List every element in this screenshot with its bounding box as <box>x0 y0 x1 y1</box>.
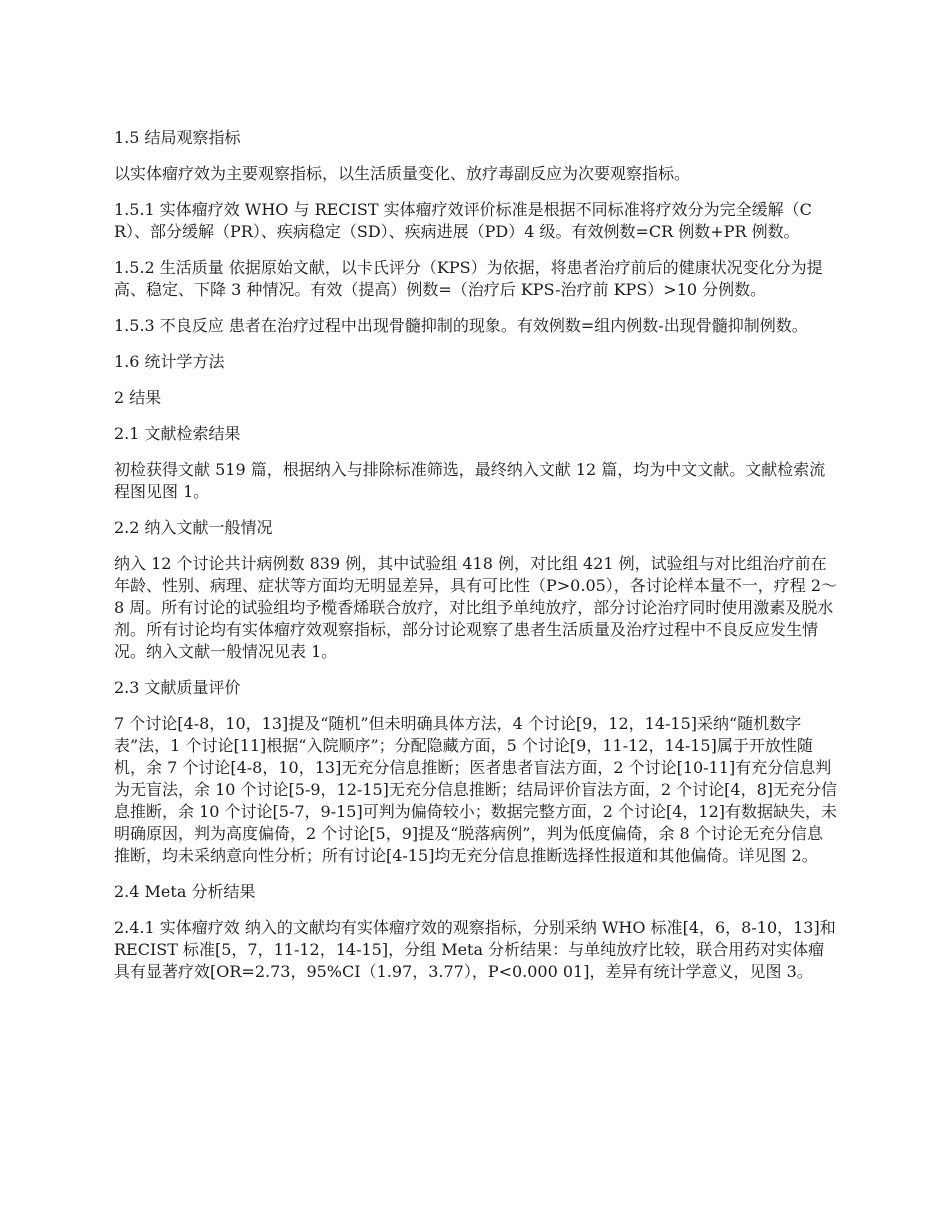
section-heading: 2 结果 <box>114 388 162 407</box>
body-paragraph: 1.5.1 实体瘤疗效 WHO 与 RECIST 实体瘤疗效评价标准是根据不同标准将疗效分为完全缓解（CR）、部分缓解（PR）、疾病稳定（SD）、疾病进展（PD）4 级。有效例数=CR 例数+PR 例数。 <box>114 200 812 241</box>
body-paragraph: 初检获得文献 519 篇，根据纳入与排除标准筛选，最终纳入文献 12 篇，均为中文文献。文献检索流程图见图 1。 <box>114 460 826 501</box>
section-heading: 2.4 Meta 分析结果 <box>114 882 256 901</box>
body-paragraph: 2.4.1 实体瘤疗效 纳入的文献均有实体瘤疗效的观察指标，分别采纳 WHO 标准[4，6，8-10，13]和 RECIST 标准[5，7，11-12，14-15]，分组 Meta 分析结果：与单纯放疗比较，联合用药对实体瘤具有显著疗效[OR=2.73，95%CI（1.97，3.77），P<0.000 01]，差异有统计学意义，见图 3。 <box>114 918 836 981</box>
body-paragraph: 1.5.3 不良反应 患者在治疗过程中出现骨髓抑制的现象。有效例数=组内例数-出现骨髓抑制例数。 <box>114 316 808 335</box>
section-heading: 2.3 文献质量评价 <box>114 678 241 697</box>
body-paragraph: 以实体瘤疗效为主要观察指标，以生活质量变化、放疗毒副反应为次要观察指标。 <box>114 164 691 183</box>
body-paragraph: 1.5.2 生活质量 依据原始文献，以卡氏评分（KPS）为依据，将患者治疗前后的健康状况变化分为提高、稳定、下降 3 种情况。有效（提高）例数=（治疗后 KPS-治疗前 KPS）>10 分例数。 <box>114 258 823 299</box>
document-body <box>114 127 838 997</box>
section-heading: 2.1 文献检索结果 <box>114 424 241 443</box>
body-paragraph: 7 个讨论[4-8，10，13]提及“随机”但未明确具体方法，4 个讨论[9，12，14-15]采纳“随机数字表”法，1 个讨论[11]根据“入院顺序”；分配隐藏方面，5 个讨论[9，11-12，14-15]属于开放性随机，余 7 个讨论[4-8，10，13]无充分信息推断；医者患者盲法方面，2 个讨论[10-11]有充分信息判为无盲法，余 10 个讨论[5-9，12-15]无充分信息推断；结局评价盲法方面，2 个讨论[4，8]无充分信息推断，余 10 个讨论[5-7，9-15]可判为偏倚较小；数据完整方面，2 个讨论[4，12]有数据缺失，未明确原因，判为高度偏倚，2 个讨论[5，9]提及“脱落病例”，判为低度偏倚，余 8 个讨论无充分信息推断，均未采纳意向性分析；所有讨论[4-15]均无充分信息推断选择性报道和其他偏倚。详见图 2。 <box>114 714 838 865</box>
section-heading: 1.6 统计学方法 <box>114 352 225 371</box>
section-heading: 2.2 纳入文献一般情况 <box>114 518 273 537</box>
section-heading: 1.5 结局观察指标 <box>114 128 241 147</box>
body-paragraph: 纳入 12 个讨论共计病例数 839 例，其中试验组 418 例，对比组 421 例，试验组与对比组治疗前在年龄、性别、病理、症状等方面均无明显差异，具有可比性（P>0.05），各讨论样本量不一，疗程 2～8 周。所有讨论的试验组均予榄香烯联合放疗，对比组予单纯放疗，部分讨论治疗同时使用激素及脱水剂。所有讨论均有实体瘤疗效观察指标，部分讨论观察了患者生活质量及治疗过程中不良反应发生情况。纳入文献一般情况见表 1。 <box>114 554 838 661</box>
